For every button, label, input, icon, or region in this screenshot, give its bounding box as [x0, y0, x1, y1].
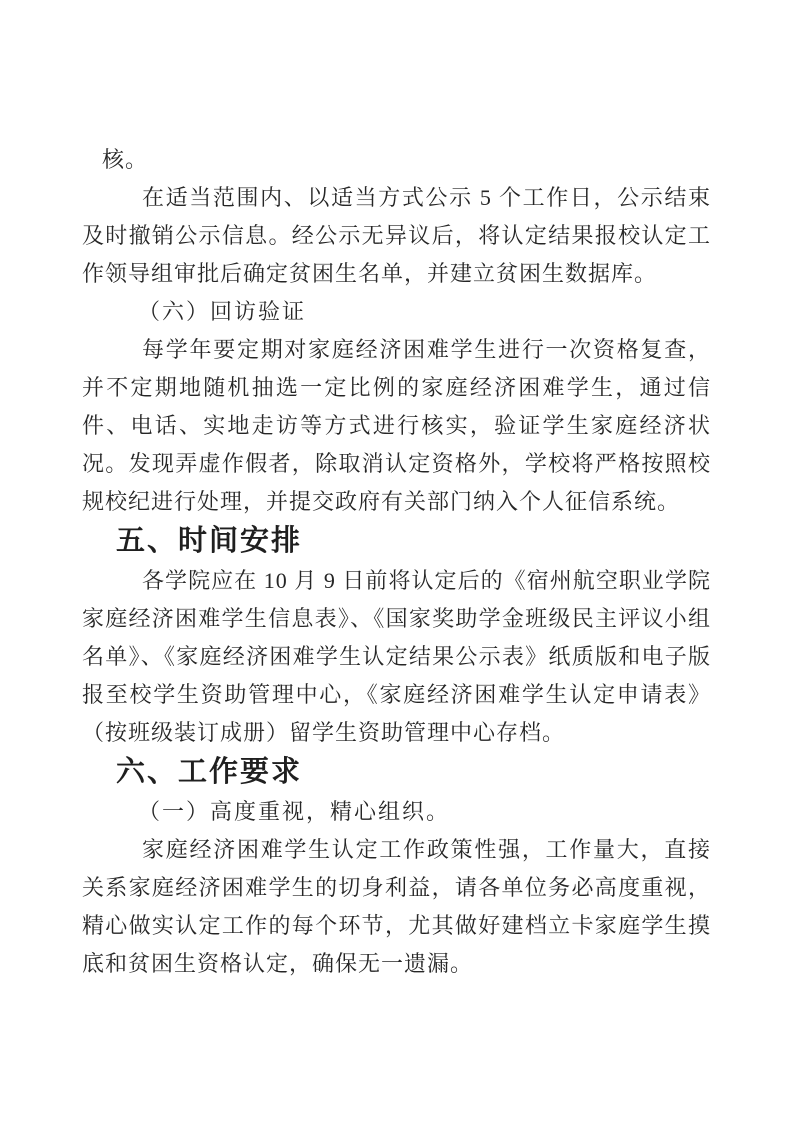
document-body — [82, 141, 711, 983]
sub-heading-gaodu-zhongshi: （一）高度重视，精心组织。 — [138, 799, 451, 824]
paragraph-importance: 家庭经济困难学生认定工作政策性强，工作量大，直接关系家庭经济困难学生的切身利益，请各单位务必高度重视，精心做实认定工作的每个环节，尤其做好建档立卡家庭学生摸底和贫困生资格认定，确保无一遗漏。 — [82, 837, 711, 976]
section-heading-5-shijian-anpai: 五、时间安排 — [116, 525, 303, 557]
paragraph-publicity: 在适当范围内、以适当方式公示 5 个工作日，公示结束及时撤销公示信息。经公示无异议后，将认定结果报校认定工作领导组审批后确定贫困生名单，并建立贫困生数据库。 — [82, 185, 711, 286]
sub-heading-huifang-yanzheng: （六）回访验证 — [138, 299, 307, 324]
continuation-line: 核。 — [102, 147, 149, 172]
section-heading-6-gongzuo-yaoqiu: 六、工作要求 — [116, 756, 303, 788]
paragraph-schedule: 各学院应在 10 月 9 日前将认定后的《宿州航空职业学院家庭经济困难学生信息表》、《国家奖助学金班级民主评议小组名单》、《家庭经济困难学生认定结果公示表》纸质版和电子版报至校学生资助管理中心，《家庭经济困难学生认定申请表》（按班级装订成册）留学生资助管理中心存档。 — [82, 568, 711, 745]
paragraph-recheck: 每学年要定期对家庭经济困难学生进行一次资格复查，并不定期地随机抽选一定比例的家庭经济困难学生，通过信件、电话、实地走访等方式进行核实，验证学生家庭经济状况。发现弄虚作假者，除取消认定资格外，学校将严格按照校规校纪进行处理，并提交政府有关部门纳入个人征信系统。 — [82, 337, 711, 514]
